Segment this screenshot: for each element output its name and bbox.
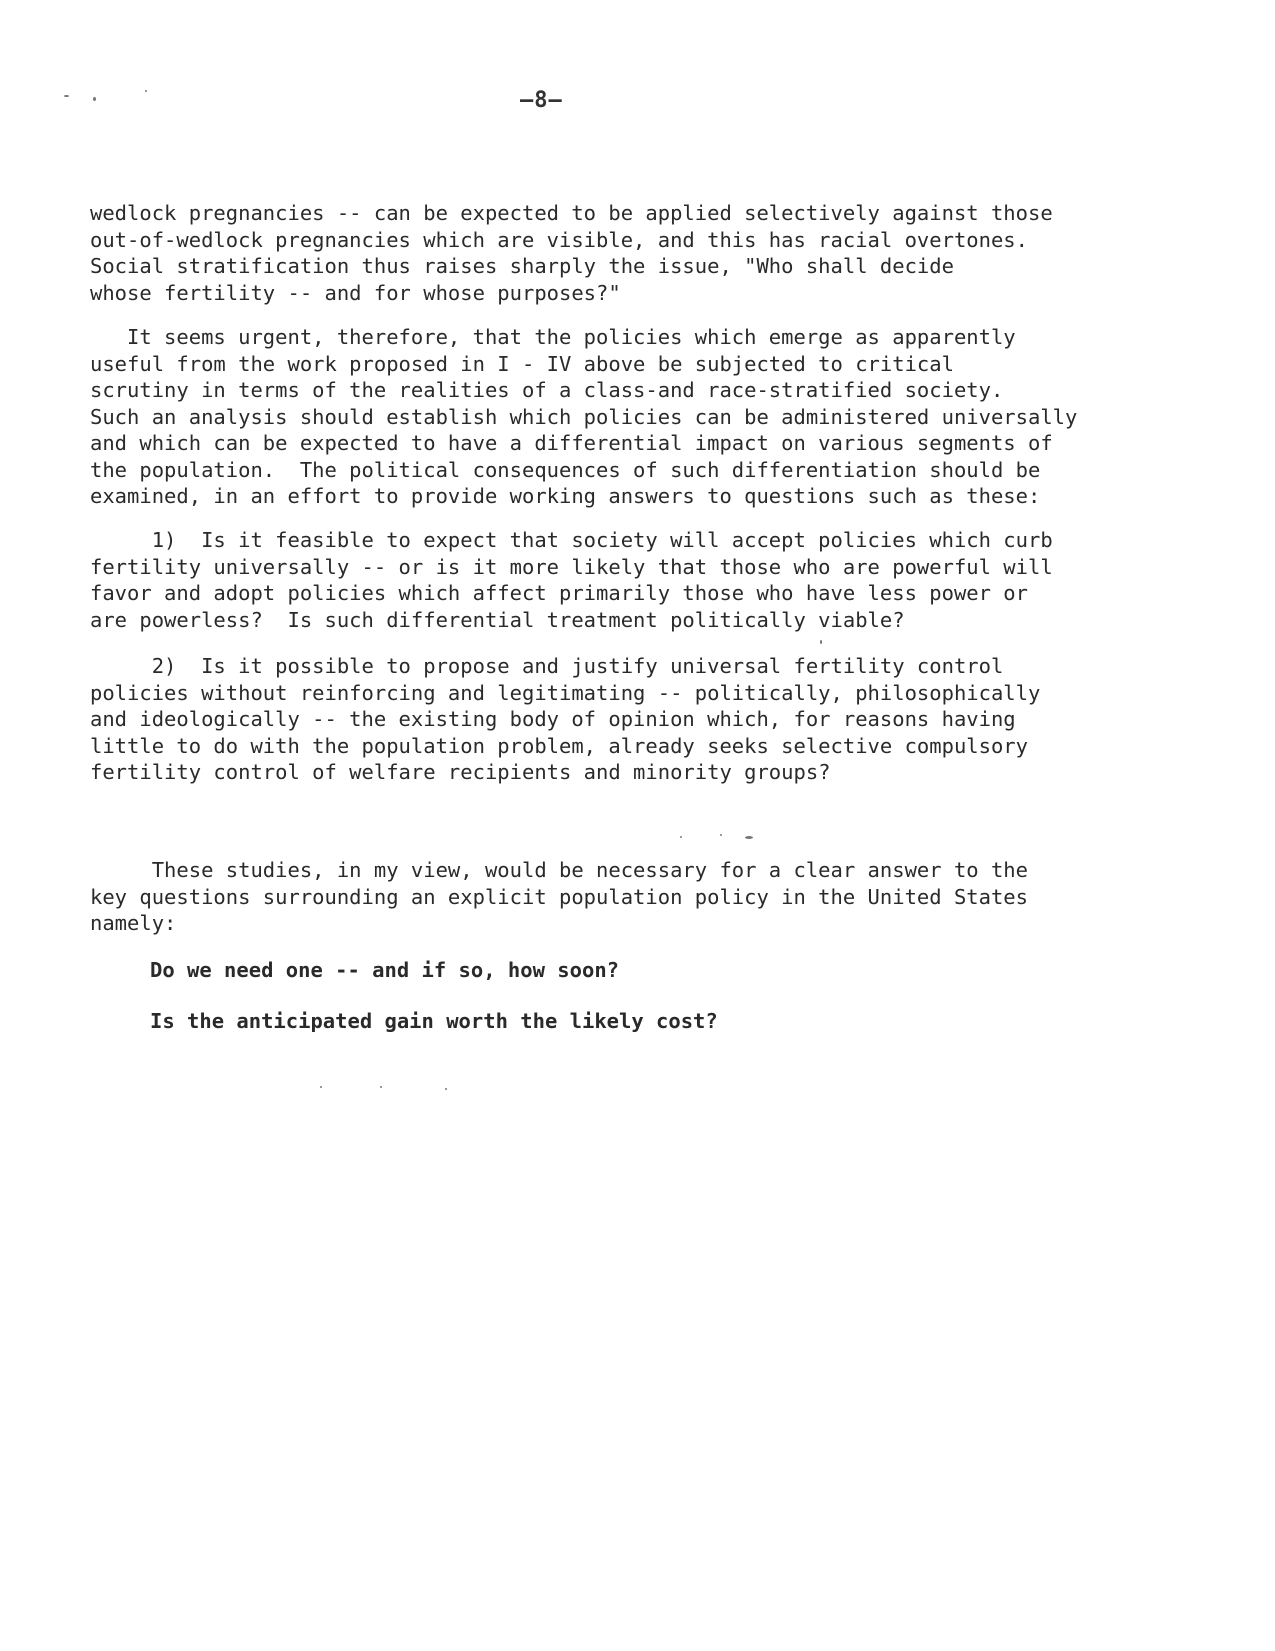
text-line: the population. The political consequences of such differentiation should be: [90, 457, 1041, 482]
scan-speck: [145, 90, 147, 92]
text-line: 1) Is it feasible to expect that society will accept policies which curb: [90, 528, 1053, 552]
scan-speck: [380, 1086, 382, 1088]
text-line: and ideologically -- the existing body of opinion which, for reasons having: [90, 707, 1016, 731]
paragraph-question-2: [90, 653, 1040, 786]
question-gain-cost: Is the anticipated gain worth the likely cost?: [150, 1009, 718, 1033]
text-line: favor and adopt policies which affect primarily those who have less power or: [90, 581, 1028, 605]
text-line: namely:: [90, 911, 177, 935]
scan-speck: [64, 95, 69, 97]
text-line: examined, in an effort to provide working answers to questions such as these:: [90, 484, 1041, 508]
text-line: Such an analysis should establish which policies can be administered universally: [90, 404, 1078, 429]
scan-speck: [820, 640, 822, 644]
paragraph-conclusion: [90, 857, 1028, 937]
scan-speck: [93, 97, 96, 101]
text-line: out-of-wedlock pregnancies which are visible, and this has racial overtones.: [90, 227, 1028, 252]
text-line: It seems urgent, therefore, that the policies which emerge as apparently: [90, 325, 1016, 349]
text-line: scrutiny in terms of the realities of a class-and race-stratified society.: [90, 378, 1004, 402]
paragraph-wedlock: [90, 200, 1053, 306]
text-line: key questions surrounding an explicit population policy in the United States: [90, 884, 1028, 909]
text-line: useful from the work proposed in I - IV above be subjected to critical: [90, 351, 954, 376]
text-line: are powerless? Is such differential treatment politically viable?: [90, 607, 905, 632]
paragraph-policies-scrutiny: [90, 324, 1077, 510]
text-line: and which can be expected to have a differential impact on various segments of: [90, 431, 1053, 455]
text-line: whose fertility -- and for whose purposes?": [90, 280, 621, 305]
question-need-policy: Do we need one -- and if so, how soon?: [150, 958, 619, 982]
scan-speck: [680, 836, 682, 838]
text-line: wedlock pregnancies -- can be expected to be applied selectively against those: [90, 201, 1053, 225]
text-line: 2) Is it possible to propose and justify universal fertility control: [90, 654, 1004, 678]
page-number: —8—: [520, 88, 563, 113]
scan-speck: [720, 834, 722, 836]
text-line: fertility control of welfare recipients and minority groups?: [90, 760, 831, 784]
scan-speck: [320, 1086, 322, 1088]
text-line: Social stratification thus raises sharply the issue, "Who shall decide: [90, 254, 954, 278]
paragraph-question-1: [90, 527, 1053, 633]
text-line: fertility universally -- or is it more likely that those who are powerful will: [90, 554, 1053, 579]
text-line: little to do with the population problem, already seeks selective compulsory: [90, 733, 1028, 758]
scan-speck: [745, 836, 753, 839]
scan-speck: [445, 1088, 447, 1090]
text-line: These studies, in my view, would be necessary for a clear answer to the: [90, 858, 1028, 882]
text-line: policies without reinforcing and legitimating -- politically, philosophically: [90, 680, 1041, 705]
